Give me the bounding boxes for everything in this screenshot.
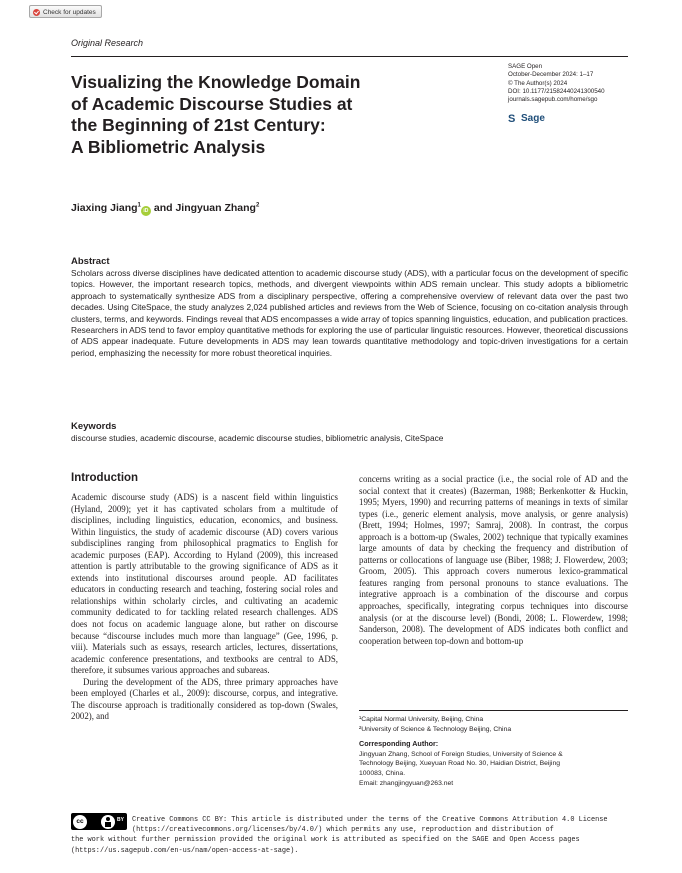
title-line: the Beginning of 21st Century: <box>71 115 326 135</box>
title-line: of Academic Discourse Studies at <box>71 93 353 114</box>
body-paragraph: Academic discourse study (ADS) is a nascent field within linguistics (Hyland, 2009); yet it has captivated scholars from a multitude of disciplines, including linguistics, education, economics, and business. Within linguistics, the study of academic discourse (AD) covers various subdisciplines ranging from philosophical pragmatics to English for academic purposes (EAP). According to Hyland (2009), this increased attention is partly attributable to the growing significance of ADS as it extends into institutional discourses around people. AD facilitates educators in conducting research and teaching, fostering social roles and relationships within scholarly circles, and cultivating an academic community dedicated to for tackling related research challenges. ADS does not focus on academic language alone, but rather on discourse because “discourse includes much more than language” (Gee, 1996, p. viii). Materials such as essays, research articles, lectures, dissertations, academic conference presentations, and textbooks are central to ADS, therefore, it subsumes various approaches and subareas. <box>71 492 338 676</box>
cc-icon: cc <box>73 815 87 829</box>
footnote-rule <box>359 710 628 711</box>
body-paragraph: During the development of the ADS, three primary approaches have been employed (Charles et al., 2009): discourse, corpus, and integrative. The discourse approach is traditionally considered as top-down (Swales, 2002), and <box>71 676 338 722</box>
check-for-updates-label: Check for updates <box>43 9 96 16</box>
author-affiliation-mark: 2 <box>255 202 260 209</box>
orcid-icon[interactable]: iD <box>141 206 151 216</box>
corresponding-author-heading: Corresponding Author: <box>359 739 439 749</box>
title-line: A Bibliometric Analysis <box>71 136 266 157</box>
journal-name: SAGE Open <box>508 63 543 70</box>
body-column-left <box>71 492 338 723</box>
section-label: Original Research <box>71 38 144 48</box>
affiliation: ¹Capital Normal University, Beijing, China <box>359 716 484 723</box>
title-line: Visualizing the Knowledge Domain <box>71 72 361 92</box>
license-line[interactable]: (https://us.sagepub.com/en-us/nam/open-access-at-sage). <box>71 846 299 855</box>
corresponding-email[interactable]: Email: zhangjingyuan@263.net <box>359 779 454 787</box>
author-conjunction: and <box>153 202 173 214</box>
copyright: © The Author(s) 2024 <box>508 79 568 87</box>
body-paragraph: concerns writing as a social practice (i.e., the social role of AD and the social context that it creates) (Bazerman, 1988; Berkenkotter & Huckin, 1995; Myers, 1990) and recurring patterns of meanings in texts of similar types (i.e., generic element analysis, move analysis, or genre analysis) (Brett, 1994; Holmes, 1997; Samraj, 2008). In contrast, the corpus approach is a bottom-up (Swales, 2002) technique that typically examines large amounts of data by checking the frequency and distribution of patterns or collocations of language use (Biber, 1988; J. Flowerdew, 2003; Groom, 2005). This approach covers numerous lexico-grammatical features ranging from personal pronouns to stance evaluations. The integrative approach is a combination of the discourse and corpus approaches, specifically, integrating corpus techniques into discourse analysis (or at the discourse level) (Bondi, 2008; L. Flowerdew, 1998; Sanderson, 2008). The development of ADS indicates both conflict and cooperation between top-down and bottom-up <box>359 474 628 646</box>
affiliation: ²University of Science & Technology Beijing, China <box>359 725 512 733</box>
abstract-heading: Abstract <box>71 256 110 267</box>
license-line[interactable]: (https://creativecommons.org/licenses/by/4.0/) which permits any use, reproduction and distribution of <box>132 826 554 835</box>
author-line <box>71 202 259 216</box>
license-line: Creative Commons CC BY: This article is distributed under the terms of the Creative Commons Attribution 4.0 License <box>132 816 608 824</box>
license-line: the work without further permission provided the original work is attributed as specified on the SAGE and Open Access pages <box>71 836 580 845</box>
journal-url[interactable]: journals.sagepub.com/home/sgo <box>508 96 598 104</box>
sage-wordmark: Sage <box>521 113 545 124</box>
introduction-heading: Introduction <box>71 472 139 484</box>
license-text <box>71 815 631 856</box>
keywords-text: discourse studies, academic discourse, academic discourse studies, bibliometric analysis, CiteSpace <box>71 433 444 443</box>
keywords-heading: Keywords <box>71 421 117 432</box>
body-column-right <box>359 474 628 647</box>
author-name: Jingyuan Zhang <box>175 202 256 214</box>
sage-logo <box>508 113 545 125</box>
article-title <box>71 72 471 158</box>
footnotes <box>359 715 628 788</box>
doi[interactable]: DOI: 10.1177/21582440241300540 <box>508 87 605 95</box>
journal-issue: October-December 2024: 1–17 <box>508 71 594 79</box>
corresponding-address: Jingyuan Zhang, School of Foreign Studies, University of Science & <box>359 750 563 758</box>
header-rule <box>71 56 628 57</box>
check-for-updates-button[interactable] <box>29 5 102 18</box>
author-affiliation-mark: 1 <box>137 202 141 209</box>
corresponding-address: 100083, China. <box>359 769 406 777</box>
author-name: Jiaxing Jiang <box>71 202 138 214</box>
check-icon <box>33 9 40 16</box>
corresponding-address: Technology Beijing, Xueyuan Road No. 30, Haidian District, Beijing <box>359 760 560 768</box>
abstract-text: Scholars across diverse disciplines have dedicated attention to academic discourse study (ADS), with a particular focus on the development of specific topics. However, the important research topics, methods, and divergent viewpoints within ADS remain unclear. This study adopts a bibliometric approach to systematically synthesize ADS from a disciplinary perspective, offering a comprehensive overview of relevant data over the past two decades. Using CiteSpace, the study analyzes 2,024 published articles and reviews from the Web of Science, focusing on co-citation analysis through clusters, terms, and keywords. Findings reveal that ADS encompasses a wide array of topics spanning linguistics, education, and publication practices. Researchers in ADS tend to favor employ quantitative methods for exploring the use of particular linguistic resources. However, theoretical discussions of ADS appear inadequate. Future developments in ADS may lean towards quantitative methodology and topic-driven investigations for a certain period, emphasizing the necessity for more robust theoretical inquiries. <box>71 268 628 358</box>
sage-s-icon: S <box>508 113 516 125</box>
journal-meta <box>508 63 633 104</box>
by-label: BY <box>117 817 124 823</box>
